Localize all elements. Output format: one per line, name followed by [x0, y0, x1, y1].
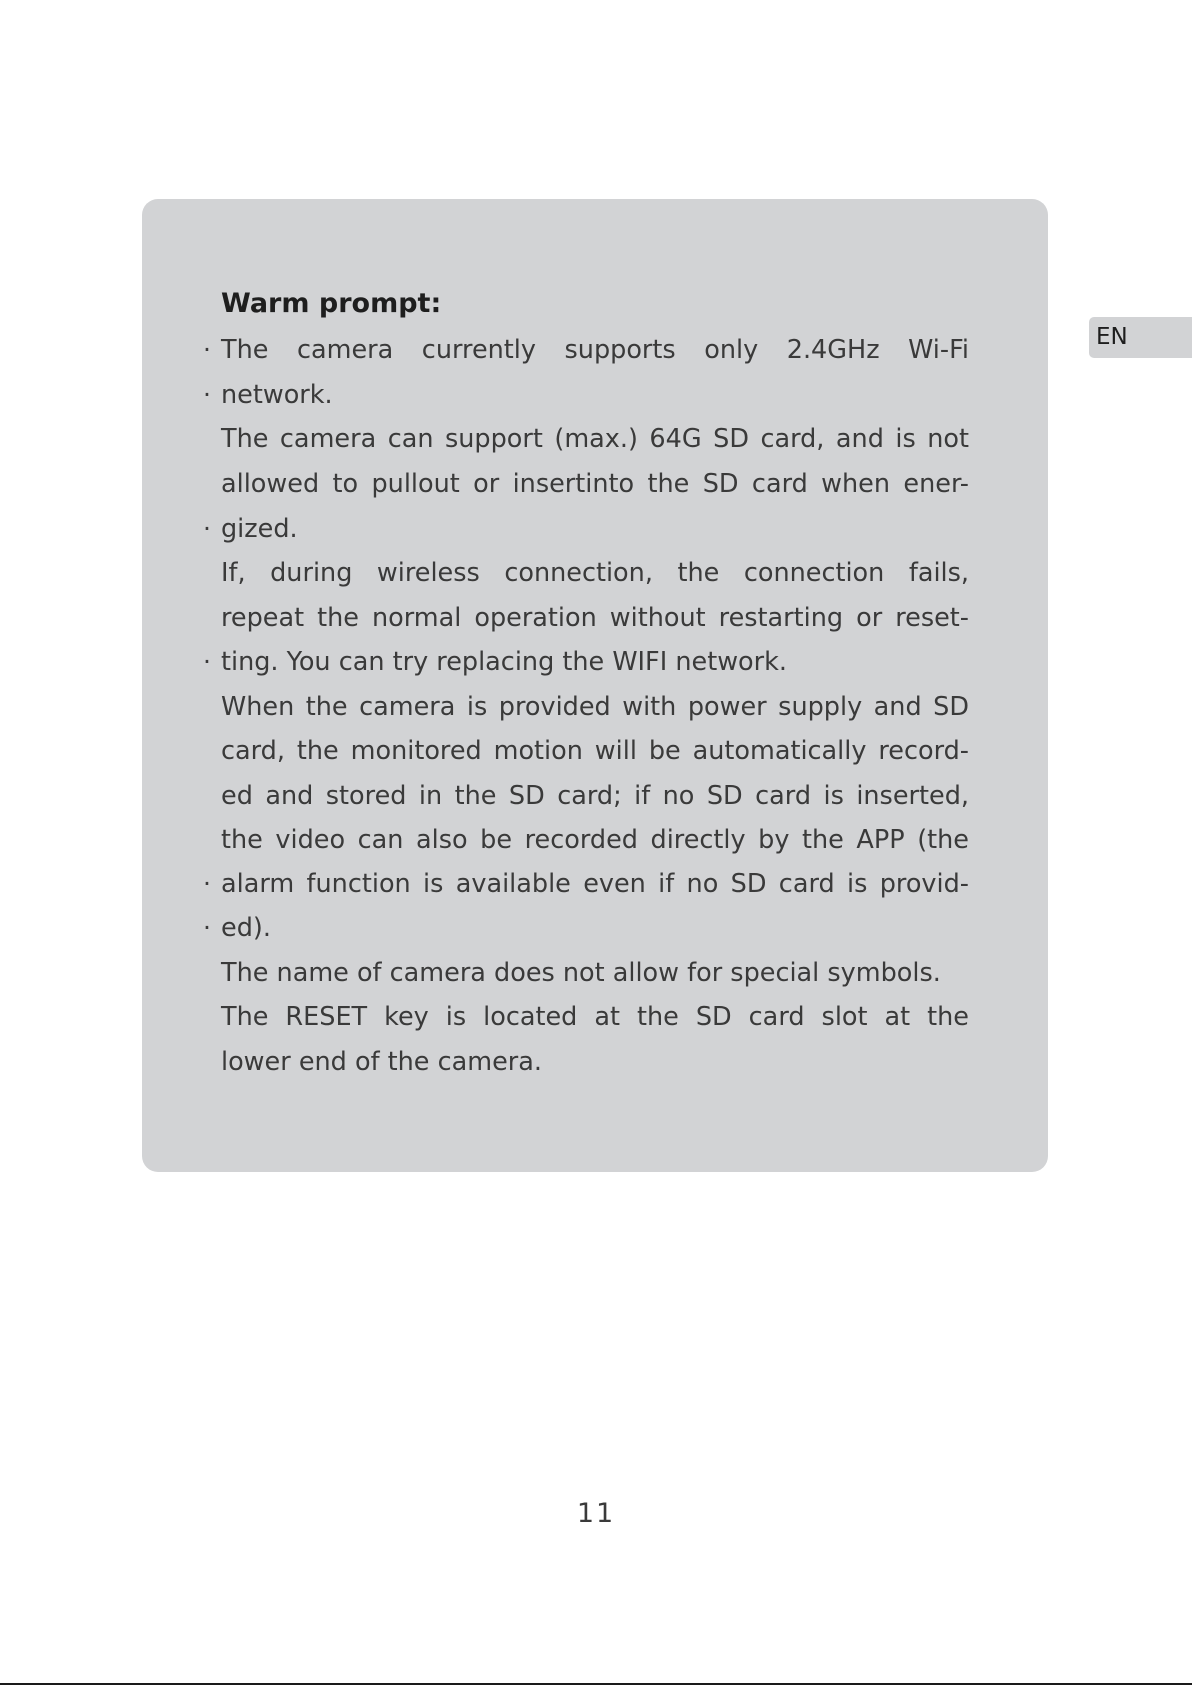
prompt-line: card, the monitored motion will be automatically record- [221, 736, 969, 766]
bullet-marker: · [203, 869, 211, 898]
bullet-marker: · [203, 514, 211, 543]
prompt-line: ed and stored in the SD card; if no SD card is inserted, [221, 781, 969, 811]
prompt-line: If, during wireless connection, the connection fails, [221, 558, 969, 588]
prompt-line: gized. [221, 514, 298, 544]
prompt-line: When the camera is provided with power supply and SD [221, 692, 969, 722]
page-number: 11 [576, 1498, 616, 1529]
prompt-line: the video can also be recorded directly by the APP (the [221, 825, 969, 855]
prompt-line: The camera can support (max.) 64G SD card, and is not [221, 424, 969, 454]
prompt-line: allowed to pullout or insertinto the SD card when ener- [221, 469, 969, 499]
language-tab-label: EN [1096, 324, 1128, 350]
warm-prompt-title: Warm prompt: [221, 288, 442, 319]
prompt-line: ting. You can try replacing the WIFI network. [221, 647, 788, 677]
prompt-line: ed). [221, 913, 271, 943]
prompt-line: lower end of the camera. [221, 1047, 542, 1077]
prompt-line: The name of camera does not allow for special symbols. [221, 958, 941, 988]
prompt-line: alarm function is available even if no SD card is provid- [221, 869, 969, 899]
bullet-marker: · [203, 335, 211, 364]
prompt-line: repeat the normal operation without restarting or reset- [221, 603, 969, 633]
prompt-line: The camera currently supports only 2.4GHz Wi-Fi [221, 335, 969, 365]
prompt-line: network. [221, 380, 333, 410]
bullet-marker: · [203, 913, 211, 942]
prompt-line: The RESET key is located at the SD card slot at the [221, 1002, 969, 1032]
bullet-marker: · [203, 380, 211, 409]
bullet-marker: · [203, 647, 211, 676]
